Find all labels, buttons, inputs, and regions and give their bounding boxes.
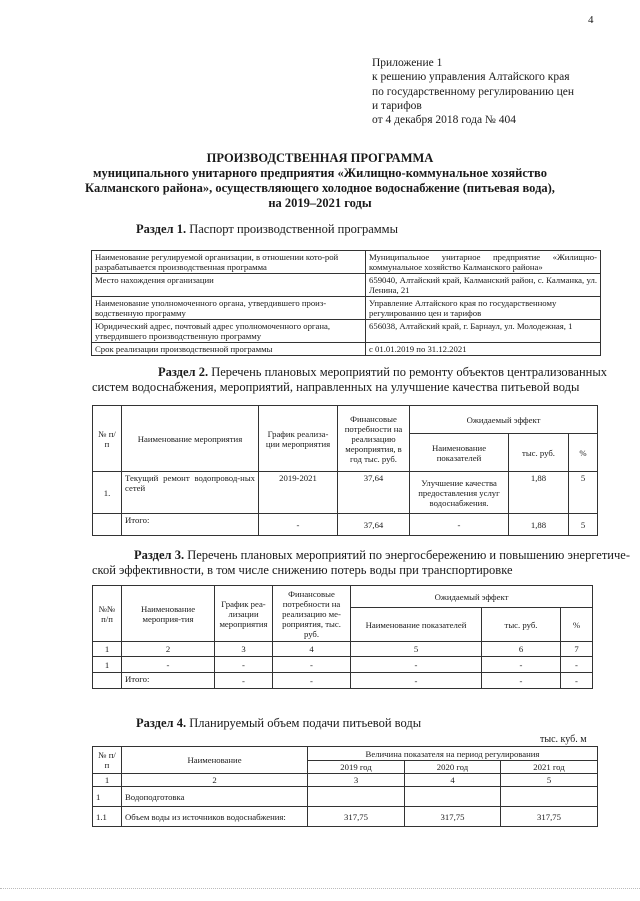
table-cell: Объем воды из источников водоснабжения:: [122, 807, 308, 827]
table-cell: с 01.01.2019 по 31.12.2021: [366, 343, 601, 356]
table-row: [92, 343, 601, 356]
water-supply-volume-table: [92, 746, 598, 827]
header-cell: %: [561, 608, 593, 642]
table-row: [92, 320, 601, 343]
table-cell: Муниципальное унитарное предприятие «Жилищно-коммунальное хозяйство Калманского района»: [366, 251, 601, 274]
table-cell: 2019-2021: [259, 472, 338, 514]
table-cell: -: [561, 673, 593, 689]
section-4-text: Планируемый объем подачи питьевой воды: [186, 716, 422, 730]
section-1-number: Раздел 1.: [136, 222, 187, 236]
table-cell: -: [351, 657, 482, 673]
table-cell: 1.1: [93, 807, 122, 827]
table-cell: 1: [93, 642, 122, 657]
table-row: [92, 251, 601, 274]
table-cell: [93, 514, 122, 536]
table-cell: Итого:: [122, 514, 259, 536]
header-cell: № п/п: [93, 406, 122, 472]
document-title-line: ПРОИЗВОДСТВЕННАЯ ПРОГРАММА: [206, 151, 434, 165]
document-title-line: на 2019–2021 годы: [268, 196, 372, 210]
table-row: [92, 274, 601, 297]
table-cell: -: [273, 657, 351, 673]
table-cell: 3: [308, 774, 405, 787]
annex-line: Приложение 1: [372, 57, 443, 69]
table-cell: 5: [351, 642, 482, 657]
table-row: [93, 657, 593, 673]
table-cell: -: [482, 673, 561, 689]
section-3-heading-line2: ской эффективности, в том числе снижению потерь воды при транспортировке: [92, 563, 513, 577]
section-3-number: Раздел 3.: [134, 548, 185, 562]
table-cell: 317,75: [308, 807, 405, 827]
table-header-row: [93, 747, 598, 761]
header-cell: Ожидаемый эффект: [351, 586, 593, 608]
column-number-row: [93, 642, 593, 657]
annex-line: и тарифов: [372, 99, 422, 112]
header-cell: Финансовые потребности на реализацию мероприятия, в год тыс. руб.: [338, 406, 410, 472]
document-title-line: Калманского района», осуществляющего холодное водоснабжение (питьевая вода),: [85, 181, 555, 195]
table-cell: 37,64: [338, 514, 410, 536]
table-cell: -: [215, 657, 273, 673]
header-cell: График реа-лизации мероприятия: [215, 586, 273, 642]
table-cell: -: [122, 657, 215, 673]
table-row: [93, 673, 593, 689]
header-cell: Финансовые потребности на реализацию ме-роприятия, тыс. руб.: [273, 586, 351, 642]
energy-saving-table: [92, 585, 593, 689]
table-cell: Управление Алтайского края по государственному регулированию цен и тарифов: [366, 297, 601, 320]
annex-line: по государственному регулированию цен: [372, 85, 575, 98]
annex-line: от 4 декабря 2018 года № 404: [372, 114, 517, 127]
annex-block: [372, 56, 574, 127]
table-cell: -: [273, 673, 351, 689]
table-cell: -: [482, 657, 561, 673]
passport-table: [91, 250, 601, 356]
table-cell: -: [410, 514, 509, 536]
header-cell: 2019 год: [308, 761, 405, 774]
table-cell: 6: [482, 642, 561, 657]
table-cell: Улучшение качества предоставления услуг водоснабжения.: [410, 472, 509, 514]
table-row: [93, 514, 598, 536]
header-cell: График реализа-ции мероприятия: [259, 406, 338, 472]
table-row: [93, 472, 598, 514]
table-cell: 2: [122, 774, 308, 787]
header-cell: Наименование показателей: [410, 434, 509, 472]
table-cell: 1,88: [509, 472, 569, 514]
table-cell: Срок реализации производственной программы: [92, 343, 366, 356]
table-cell: Место нахождения организации: [92, 274, 366, 297]
table-cell: 5: [569, 514, 598, 536]
table-cell: -: [215, 673, 273, 689]
section-2-heading-line2: систем водоснабжения, мероприятий, направленных на улучшение качества питьевой воды: [92, 380, 580, 394]
section-2-heading: [158, 365, 607, 380]
table-cell: Наименование уполномоченного органа, утвердившего произ-водственную программу: [92, 297, 366, 320]
table-row: [92, 297, 601, 320]
annex-line: к решению управления Алтайского края: [372, 71, 570, 84]
table-cell: Текущий ремонт водопровод-ных сетей: [122, 472, 259, 514]
table-row: [93, 787, 598, 807]
header-cell: Наименование: [122, 747, 308, 774]
header-cell: №№ п/п: [93, 586, 122, 642]
section-1-text: Паспорт производственной программы: [186, 222, 398, 236]
table-cell: 317,75: [405, 807, 501, 827]
table-cell: [501, 787, 598, 807]
section-1-heading: [136, 222, 398, 237]
table-cell: Водоподготовка: [122, 787, 308, 807]
page-number: 4: [588, 14, 594, 26]
header-cell: Величина показателя на период регулирования: [308, 747, 598, 761]
units-label: тыс. куб. м: [540, 734, 587, 745]
header-cell: Наименование мероприя-тия: [122, 586, 215, 642]
table-cell: 317,75: [501, 807, 598, 827]
header-cell: 2020 год: [405, 761, 501, 774]
table-cell: 5: [569, 472, 598, 514]
table-cell: 1,88: [509, 514, 569, 536]
section-3-heading: [134, 548, 630, 563]
table-cell: 1: [93, 657, 122, 673]
header-cell: 2021 год: [501, 761, 598, 774]
section-4-number: Раздел 4.: [136, 716, 187, 730]
document-title-line: муниципального унитарного предприятия «Жилищно-коммунальное хозяйство: [93, 166, 547, 180]
table-cell: 4: [405, 774, 501, 787]
header-cell: Наименование мероприятия: [122, 406, 259, 472]
table-cell: 656038, Алтайский край, г. Барнаул, ул. Молодежная, 1: [366, 320, 601, 343]
table-cell: 4: [273, 642, 351, 657]
table-cell: -: [259, 514, 338, 536]
header-cell: Ожидаемый эффект: [410, 406, 598, 434]
repair-measures-table: [92, 405, 598, 536]
table-cell: [405, 787, 501, 807]
table-cell: [308, 787, 405, 807]
table-cell: 659040, Алтайский край, Калманский район, с. Калманка, ул. Ленина, 21: [366, 274, 601, 297]
page-bottom-rule: [0, 888, 640, 889]
section-2-text: Перечень плановых мероприятий по ремонту объектов централизованных: [208, 365, 607, 379]
header-cell: %: [569, 434, 598, 472]
header-cell: тыс. руб.: [482, 608, 561, 642]
table-cell: Юридический адрес, почтовый адрес уполномоченного органа, утвердившего производственную программу: [92, 320, 366, 343]
section-4-heading: [136, 716, 421, 731]
table-cell: -: [561, 657, 593, 673]
table-cell: 1: [93, 787, 122, 807]
table-header-row: [93, 586, 593, 608]
table-cell: -: [351, 673, 482, 689]
table-cell: Итого:: [122, 673, 215, 689]
table-cell: Наименование регулируемой организации, в отношении кото-рой разрабатывается производственная программа: [92, 251, 366, 274]
table-row: [93, 807, 598, 827]
table-cell: 37,64: [338, 472, 410, 514]
table-cell: 3: [215, 642, 273, 657]
table-cell: [93, 673, 122, 689]
section-3-text: Перечень плановых мероприятий по энергосбережению и повышению энергетиче-: [184, 548, 630, 562]
table-header-row: [93, 406, 598, 434]
table-cell: 1.: [93, 472, 122, 514]
table-cell: 5: [501, 774, 598, 787]
column-number-row: [93, 774, 598, 787]
header-cell: № п/п: [93, 747, 122, 774]
header-cell: Наименование показателей: [351, 608, 482, 642]
table-cell: 1: [93, 774, 122, 787]
section-2-number: Раздел 2.: [158, 365, 209, 379]
table-cell: 7: [561, 642, 593, 657]
table-cell: 2: [122, 642, 215, 657]
header-cell: тыс. руб.: [509, 434, 569, 472]
